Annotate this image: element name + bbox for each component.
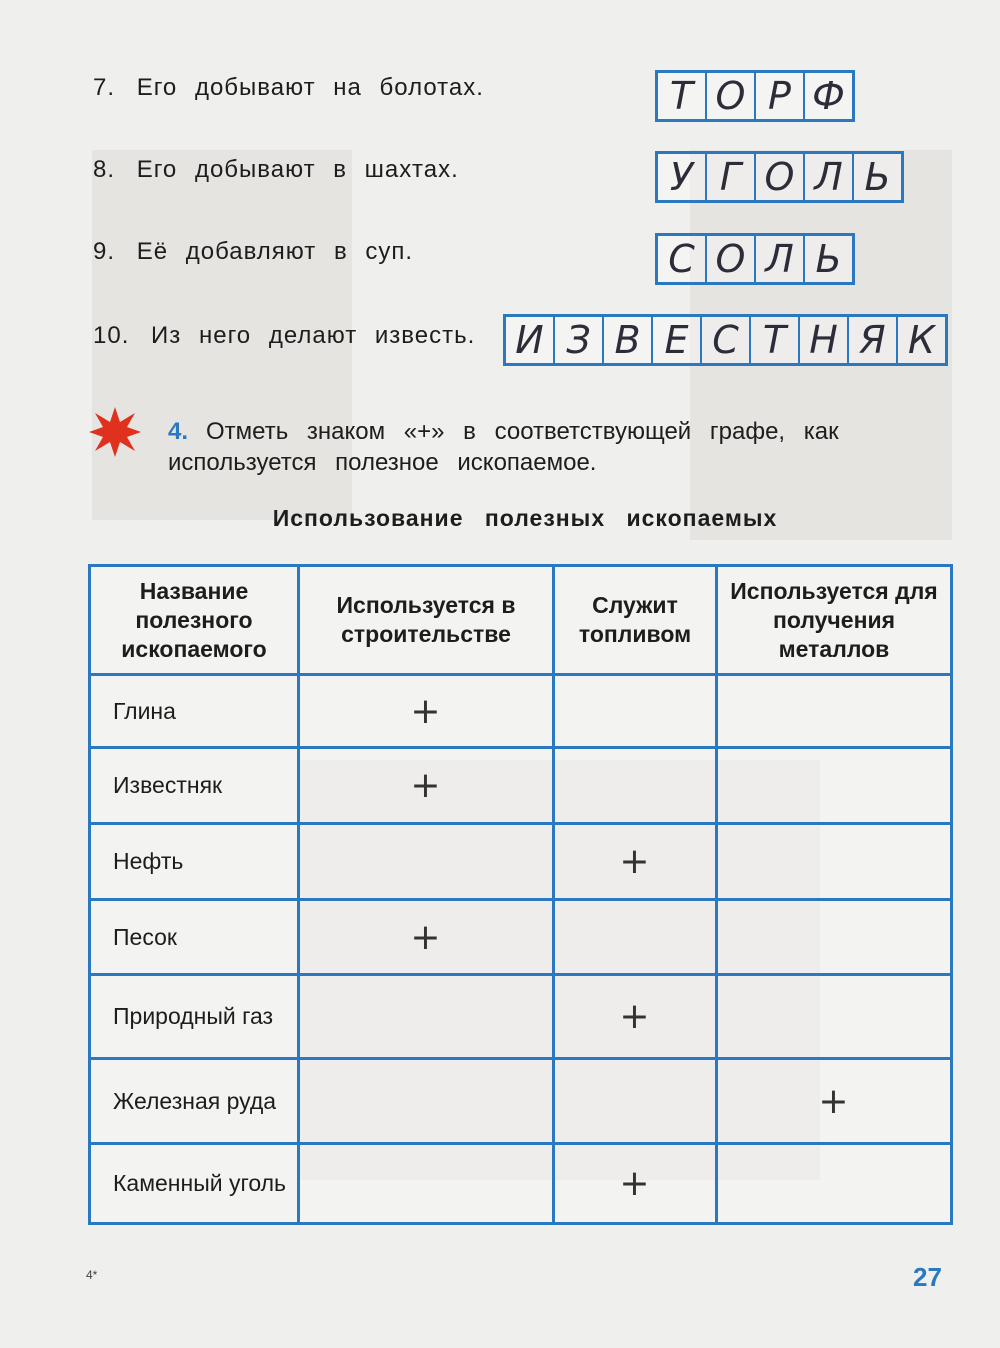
minerals-usage-table [88, 564, 953, 1225]
mark-cell[interactable]: + [554, 975, 717, 1059]
mark-cell[interactable] [554, 1059, 717, 1144]
mark-cell[interactable] [554, 900, 717, 975]
mark-cell[interactable] [717, 1144, 952, 1224]
answer-letter: В [604, 317, 653, 363]
mineral-name: Песок [90, 900, 299, 975]
header-fuel: Служит топливом [554, 566, 717, 675]
table-row [90, 748, 952, 824]
question-number: 7. [93, 74, 116, 101]
question-8 [93, 156, 459, 184]
header-mineral-name: Название полезного ископаемого [90, 566, 299, 675]
answer-letter: О [756, 154, 805, 200]
table-header-row [90, 566, 952, 675]
header-metals: Используется для получения металлов [717, 566, 952, 675]
table-row [90, 824, 952, 900]
question-text: Его добывают в шахтах. [136, 156, 459, 183]
mark-cell[interactable]: + [554, 1144, 717, 1224]
answer-letter: З [555, 317, 604, 363]
question-10 [93, 322, 475, 350]
mark-cell[interactable]: + [554, 824, 717, 900]
answer-letter: Я [849, 317, 898, 363]
table-row [90, 975, 952, 1059]
mark-cell[interactable]: + [299, 675, 554, 748]
answer-letter: Г [707, 154, 756, 200]
page-number: 27 [913, 1262, 942, 1292]
table-row [90, 1144, 952, 1224]
answer-letter: О [707, 73, 756, 119]
mark-cell[interactable] [554, 675, 717, 748]
mark-cell[interactable] [717, 675, 952, 748]
question-number: 10. [93, 322, 130, 349]
answer-letter: Т [658, 73, 707, 119]
mark-cell[interactable] [299, 1059, 554, 1144]
answer-boxes-9[interactable] [655, 233, 855, 285]
answer-letter: К [908, 318, 935, 362]
question-7 [93, 74, 484, 102]
answer-letter: Е [653, 317, 702, 363]
answer-letter: Ь [815, 237, 842, 281]
mark-cell[interactable] [554, 748, 717, 824]
table-row [90, 675, 952, 748]
table-row [90, 1059, 952, 1144]
mineral-name: Известняк [90, 748, 299, 824]
mark-cell[interactable] [299, 824, 554, 900]
mineral-name: Природный газ [90, 975, 299, 1059]
answer-letter: Ф [812, 74, 845, 118]
question-text: Его добывают на болотах. [136, 74, 484, 101]
answer-letter: У [658, 154, 707, 200]
answer-letter: Л [756, 236, 805, 282]
mineral-name: Железная руда [90, 1059, 299, 1144]
question-text: Её добавляют в суп. [136, 238, 414, 265]
question-text: Из него делают известь. [151, 322, 476, 349]
answer-boxes-10[interactable] [503, 314, 948, 366]
mark-cell[interactable]: + [299, 748, 554, 824]
mark-cell[interactable] [717, 824, 952, 900]
mark-cell[interactable] [717, 748, 952, 824]
answer-letter: С [658, 236, 707, 282]
footer-mark: 4* [86, 1268, 98, 1282]
answer-letter: Л [805, 154, 854, 200]
mark-cell[interactable] [717, 975, 952, 1059]
mark-cell[interactable]: + [299, 900, 554, 975]
table-title: Использование полезных ископаемых [272, 505, 778, 531]
star-icon [88, 405, 142, 459]
answer-letter: Р [756, 73, 805, 119]
task-text: Отметь знаком «+» в соответствующей графе, как используется полезное ископаемое. [168, 418, 839, 476]
mark-cell[interactable] [299, 975, 554, 1059]
mineral-name: Глина [90, 675, 299, 748]
question-9 [93, 238, 413, 266]
answer-letter: С [702, 317, 751, 363]
question-number: 9. [93, 238, 116, 265]
task-number: 4. [168, 418, 189, 445]
answer-letter: Т [751, 317, 800, 363]
mineral-name: Нефть [90, 824, 299, 900]
task-instruction [168, 416, 958, 478]
question-number: 8. [93, 156, 116, 183]
mineral-name: Каменный уголь [90, 1144, 299, 1224]
answer-letter: О [707, 236, 756, 282]
answer-letter: Н [800, 317, 849, 363]
header-construction: Используется в строительстве [299, 566, 554, 675]
answer-letter: И [506, 317, 555, 363]
answer-boxes-7[interactable] [655, 70, 855, 122]
mark-cell[interactable] [299, 1144, 554, 1224]
answer-boxes-8[interactable] [655, 151, 904, 203]
mark-cell[interactable]: + [717, 1059, 952, 1144]
table-row [90, 900, 952, 975]
answer-letter: Ь [864, 155, 891, 199]
mark-cell[interactable] [717, 900, 952, 975]
